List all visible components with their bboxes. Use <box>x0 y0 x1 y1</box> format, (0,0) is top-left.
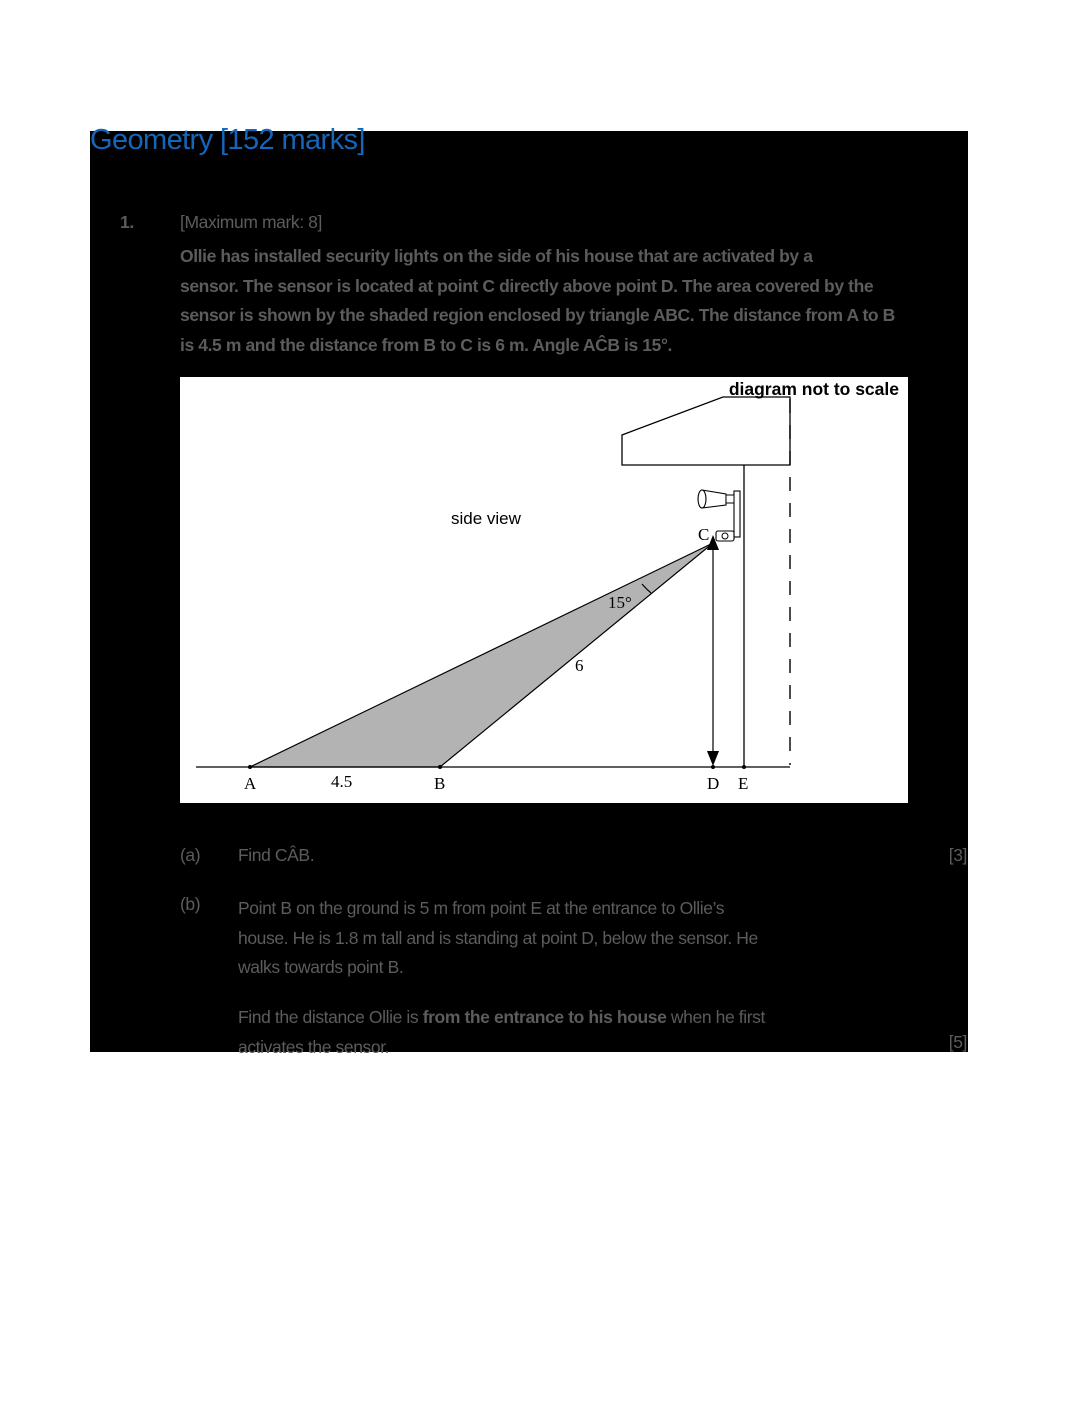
point-b-label: B <box>434 774 446 793</box>
part-b-find-suffix: when he first <box>666 1007 765 1027</box>
part-b-label: (b) <box>180 894 201 914</box>
side-ab-label: 4.5 <box>331 772 353 791</box>
point-e-dot <box>742 765 746 769</box>
sensor-diagram-svg <box>180 377 908 803</box>
question-stem-line: is 4.5 m and the distance from B to C is 6 m. Angle AĈB is 15°. <box>180 334 673 355</box>
point-e-label: E <box>738 774 749 793</box>
question-stem <box>180 242 895 360</box>
shaded-triangle-abc <box>250 543 713 767</box>
question-stem-line: sensor is shown by the shaded region enclosed by triangle ABC. The distance from A to B <box>180 305 895 326</box>
arrow-head-down <box>707 751 719 766</box>
part-a-marks: [3] <box>948 845 967 865</box>
scale-note: diagram not to scale <box>728 379 899 399</box>
sensor-icon <box>716 531 734 541</box>
part-a-label: (a) <box>180 845 201 865</box>
point-c-label: C <box>698 525 710 544</box>
roof-eave <box>622 397 790 465</box>
part-b-text-line: Point B on the ground is 5 m from point E at the entrance to Ollie’s <box>238 898 725 918</box>
point-d-dot <box>711 765 715 769</box>
part-a-text: Find CÂB. <box>238 845 315 865</box>
question-stem-line: sensor. The sensor is located at point C directly above point D. The area covered by the <box>180 275 874 296</box>
part-b-find-line-2: activates the sensor. <box>238 1036 390 1057</box>
part-b-text <box>238 894 758 983</box>
part-b-marks: [5] <box>948 1032 967 1052</box>
point-d-label: D <box>707 774 720 793</box>
part-b-find-prefix: Find the distance Ollie is <box>238 1007 423 1027</box>
part-b-find <box>238 1003 765 1062</box>
part-b-find-bold: from the entrance to his house <box>422 1007 667 1027</box>
sensor-diagram <box>180 377 908 803</box>
point-a-dot <box>248 765 252 769</box>
part-b-find-line <box>238 1003 765 1033</box>
question-max-mark: [Maximum mark: 8] <box>180 212 322 232</box>
point-a-label: A <box>244 774 257 793</box>
section-title: Geometry [152 marks] <box>90 124 365 156</box>
question-number: 1. <box>120 212 134 232</box>
question-stem-line: Ollie has installed security lights on the side of his house that are activated by a <box>180 246 813 266</box>
angle-label: 15° <box>608 593 632 612</box>
part-b-text-line: house. He is 1.8 m tall and is standing at point D, below the sensor. He <box>238 927 758 948</box>
part-b-text-line: walks towards point B. <box>238 957 404 978</box>
view-label: side view <box>451 509 521 528</box>
point-b-dot <box>438 765 442 769</box>
side-bc-label: 6 <box>575 656 584 675</box>
